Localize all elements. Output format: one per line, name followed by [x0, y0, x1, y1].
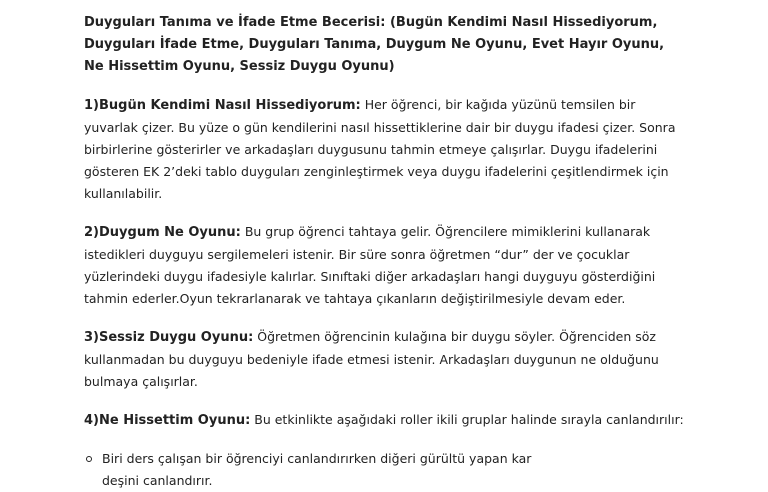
section-text: Her öğrenci, bir kağıda yüzünü temsilen bir yuvarlak çizer. Bu yüze o gün kendilerini nasıl hissettiklerine dair bir duygu ifadesi çizer. Sonra birbirlerine gösterirler ve arkadaşları duygusunu tahmin etmeye çalışırlar. Duygu ifadelerini gösteren EK 2’deki tablo duyguları zenginleştirmek veya duygu ifadelerini çeşitlendirmek için kullanılabilir.: [84, 97, 676, 201]
section-heading: 3)Sessiz Duygu Oyunu:: [84, 330, 254, 345]
section-text: Bu etkinlikte aşağıdaki roller ikili gruplar halinde sırayla canlandırılır:: [250, 412, 684, 427]
section-ne-hissettim: [84, 409, 684, 432]
section-duygum-ne: [84, 221, 684, 310]
list-item-text: Biri ders çalışan bir öğrenciyi canlandırırken diğeri gürültü yapan kar deşini canlandırır.: [102, 451, 532, 488]
section-sessiz-duygu: [84, 326, 684, 393]
section-heading: 4)Ne Hissettim Oyunu:: [84, 413, 251, 428]
document-title: Duyguları Tanıma ve İfade Etme Becerisi: (Bugün Kendimi Nasıl Hissediyorum, Duyguları İfade Etme, Duyguları Tanıma, Duygum Ne Oyunu, Evet Hayır Oyunu, Ne Hissettim Oyunu, Sessiz Duygu Oyunu): [84, 15, 665, 74]
section-bugun-kendimi: [84, 94, 684, 205]
section-heading: 2)Duygum Ne Oyunu:: [84, 225, 241, 240]
role-list: [84, 448, 684, 492]
circle-bullet-icon: [86, 456, 92, 462]
list-item: [84, 448, 562, 492]
section-heading: 1)Bugün Kendimi Nasıl Hissediyorum:: [84, 98, 361, 113]
section-text: Öğretmen öğrencinin kulağına bir duygu söyler. Öğrenciden söz kullanmadan bu duyguyu bedeniyle ifade etmesi istenir. Arkadaşları duygunun ne olduğunu bulmaya çalışırlar.: [84, 329, 659, 389]
section-text: Bu grup öğrenci tahtaya gelir. Öğrencilere mimiklerini kullanarak istedikleri duyguyu sergilemeleri istenir. Bir süre sonra öğretmen “dur” der ve çocuklar yüzlerindeki duygu ifadesiyle kalırlar. Sınıftaki diğer arkadaşları hangi duyguyu gösterdiğini tahmin ederler.Oyun tekrarlanarak ve tahtaya çıkanların değiştirilmesiyle devam eder.: [84, 224, 656, 306]
